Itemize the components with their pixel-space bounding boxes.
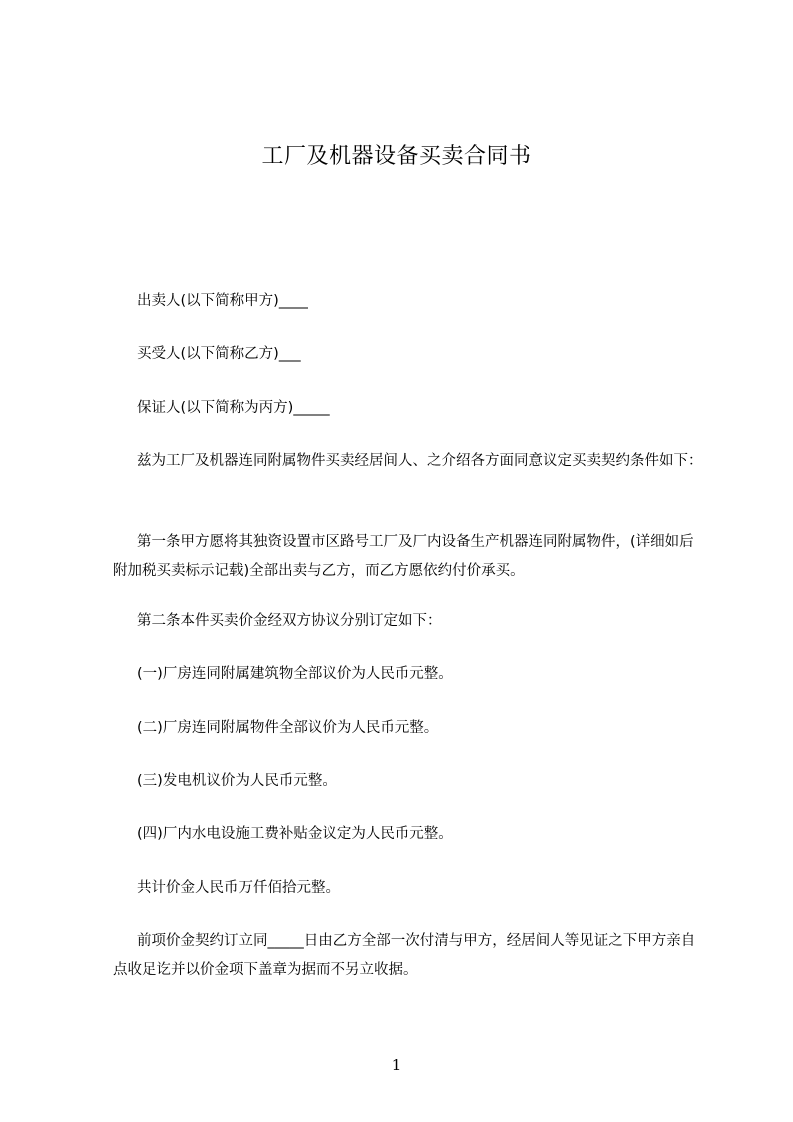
article-two-paragraph: 第二条本件买卖价金经双方协议分别订定如下：: [137, 613, 442, 629]
page-number: 1: [391, 1056, 402, 1074]
document-title: 工厂及机器设备买卖合同书: [261, 144, 532, 169]
price-item-2: (二)厂房连同附属物件全部议价为人民币元整。: [137, 720, 439, 736]
article-one-paragraph: 第一条甲方愿将其独资设置市区路号工厂及厂内设备生产机器连同附属物件，(详细如后附加税买卖标示记载)全部出卖与乙方，而乙方愿依约付价承买。: [113, 534, 694, 579]
price-total-line: 共计价金人民币万仟佰拾元整。: [137, 880, 340, 896]
payment-paragraph: 前项价金契约订立同_____日由乙方全部一次付清与甲方，经居间人等见证之下甲方亲自点收足讫并以价金项下盖章为据而不另立收据。: [113, 933, 696, 978]
buyer-line: 买受人(以下简称乙方)___: [137, 346, 301, 362]
price-item-4: (四)厂内水电设施工费补贴金议定为人民币元整。: [137, 826, 453, 842]
price-item-3: (三)发电机议价为人民币元整。: [137, 773, 337, 789]
seller-line: 出卖人(以下简称甲方)____: [137, 293, 308, 309]
guarantor-line: 保证人(以下简称为丙方)_____: [137, 400, 330, 416]
preamble-paragraph: 兹为工厂及机器连同附属物件买卖经居间人、之介绍各方面同意议定买卖契约条件如下：: [137, 453, 703, 469]
price-item-1: (一)厂房连同附属建筑物全部议价为人民币元整。: [137, 666, 453, 682]
